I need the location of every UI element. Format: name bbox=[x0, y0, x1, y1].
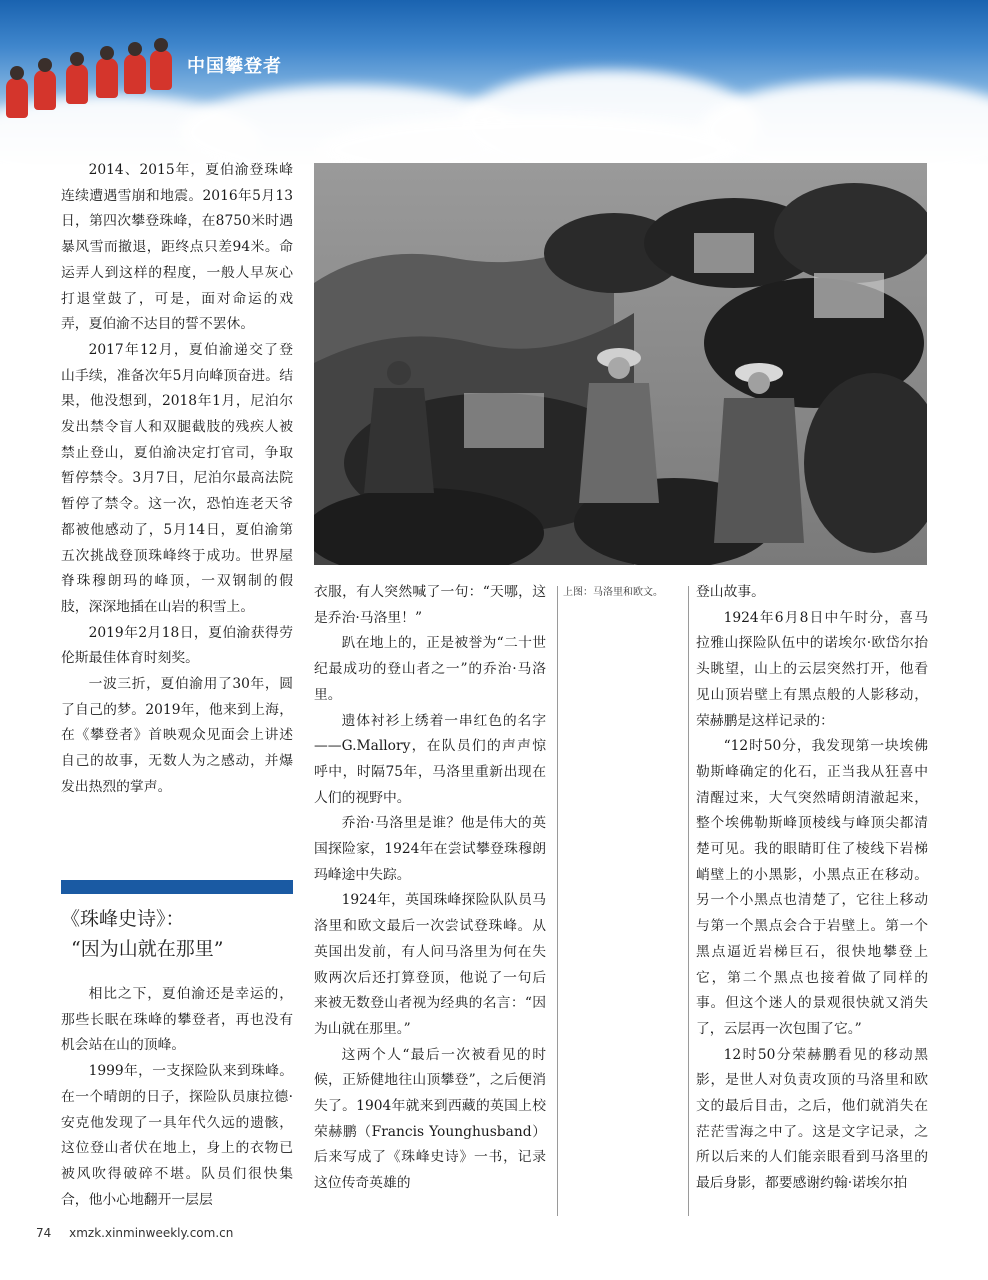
header-banner bbox=[0, 0, 988, 165]
subheading-line-2: “因为山就在那里” bbox=[71, 938, 224, 960]
paragraph: 登山故事。 bbox=[696, 584, 765, 600]
paragraph: 1924年，英国珠峰探险队队员马洛里和欧文最后一次尝试登珠峰。从英国出发前，有人问马洛里为何在失败两次后还打算登顶，他说了一句后来被无数登山者视为经典的名言：“因为山就在那里。” bbox=[314, 892, 546, 1037]
paragraph: 2019年2月18日，夏伯渝获得劳伦斯最佳体育时刻奖。 bbox=[61, 624, 293, 667]
subheading bbox=[61, 904, 293, 964]
column-2 bbox=[314, 580, 546, 1197]
historical-photo bbox=[314, 163, 927, 565]
column-1-lower bbox=[61, 982, 293, 1213]
paragraph: 乔治·马洛里是谁？他是伟大的英国探险家，1924年在尝试攀登珠穆朗玛峰途中失踪。 bbox=[314, 815, 546, 883]
column-1 bbox=[61, 158, 293, 801]
quote-paragraph: “12时50分，我发现第一块埃佛勒斯峰确定的化石，正当我从狂喜中清醒过来，大气突然晴朗清澈起来，整个埃佛勒斯峰顶棱线与峰顶尖都清楚可见。我的眼睛盯住了棱线下岩梯峭壁上的小黑影，小黑点正在移动。另一个小黑点也清楚了，它往上移动与第一个黑点会合于岩壁上。第一个黑点逼近岩梯巨石，很快地攀登上它，第二个黑点也接着做了同样的事。但这个迷人的景观很快就又消失了，云层再一次包围了它。” bbox=[696, 738, 928, 1037]
section-title: 中国攀登者 bbox=[187, 56, 282, 77]
paragraph: 12时50分荣赫鹏看见的移动黑影，是世人对负责攻顶的马洛里和欧文的最后目击，之后，他们就消失在茫茫雪海之中了。这是文字记录，之所以后来的人们能亲眼看到马洛里的最后身影，都要感谢约翰·诺埃尔拍 bbox=[696, 1046, 928, 1192]
paragraph: 相比之下，夏伯渝还是幸运的，那些长眠在珠峰的攀登者，再也没有机会站在山的顶峰。 bbox=[61, 986, 293, 1054]
column-divider bbox=[557, 586, 558, 1216]
column-divider bbox=[688, 586, 689, 1216]
page-number: 74 bbox=[36, 1226, 52, 1240]
paragraph: 1924年6月8日中午时分，喜马拉雅山探险队伍中的诺埃尔·欧岱尔抬头眺望，山上的云层突然打开，他看见山顶岩壁上有黑点般的人影移动，荣赫鹏是这样记录的： bbox=[696, 609, 928, 729]
climbers-illustration bbox=[0, 40, 180, 140]
paragraph: 1999年，一支探险队来到珠峰。在一个晴朗的日子，探险队员康拉德·安克他发现了一具年代久远的遗骸，这位登山者伏在地上，身上的衣物已被风吹得破碎不堪。队员们很快集合，他小心地翻开一层层 bbox=[61, 1063, 293, 1208]
subheading-bar bbox=[61, 880, 293, 894]
page-footer bbox=[36, 1226, 233, 1240]
subheading-line-1: 《珠峰史诗》： bbox=[61, 908, 185, 930]
paragraph: 遗体衬衫上绣着一串红色的名字——G.Mallory，在队员们的声声惊呼中，时隔75年，马洛里重新出现在人们的视野中。 bbox=[314, 712, 546, 806]
paragraph: 趴在地上的，正是被誉为“二十世纪最成功的登山者之一”的乔治·马洛里。 bbox=[314, 635, 546, 703]
paragraph: 2017年12月，夏伯渝递交了登山手续，准备次年5月向峰顶奋进。结果，他没想到，2018年1月，尼泊尔发出禁令盲人和双腿截肢的残疾人被禁止登山，夏伯渝决定打官司，争取暂停禁令。3月7日，尼泊尔最高法院暂停了禁令。这一次，恐怕连老天爷都被他感动了，5月14日，夏伯渝第五次挑战登顶珠峰终于成功。世界屋脊珠穆朗玛的峰顶，一双钢制的假肢，深深地插在山岩的积雪上。 bbox=[61, 341, 293, 615]
paragraph: 一波三折，夏伯渝用了30年，圆了自己的梦。2019年，他来到上海，在《攀登者》首映观众见面会上讲述自己的故事，无数人为之感动，并爆发出热烈的掌声。 bbox=[61, 676, 293, 795]
footer-url: xmzk.xinminweekly.com.cn bbox=[69, 1226, 234, 1240]
photo-caption: 上图：马洛里和欧文。 bbox=[563, 587, 663, 598]
paragraph: 2014、2015年，夏伯渝登珠峰连续遭遇雪崩和地震。2016年5月13日，第四次攀登珠峰，在8750米时遇暴风雪而撤退，距终点只差94米。命运弄人到这样的程度，一般人早灰心打退堂鼓了，可是，面对命运的戏弄，夏伯渝不达目的誓不罢休。 bbox=[61, 162, 293, 333]
paragraph: 衣服，有人突然喊了一句：“天哪，这是乔治·马洛里！” bbox=[314, 584, 546, 626]
paragraph: 这两个人“最后一次被看见的时候，正矫健地往山顶攀登”，之后便消失了。1904年就来到西藏的英国上校荣赫鹏（Francis Younghusband）后来写成了《珠峰史诗》一书，记录这位传奇英雄的 bbox=[314, 1046, 546, 1192]
column-3 bbox=[696, 580, 928, 1197]
